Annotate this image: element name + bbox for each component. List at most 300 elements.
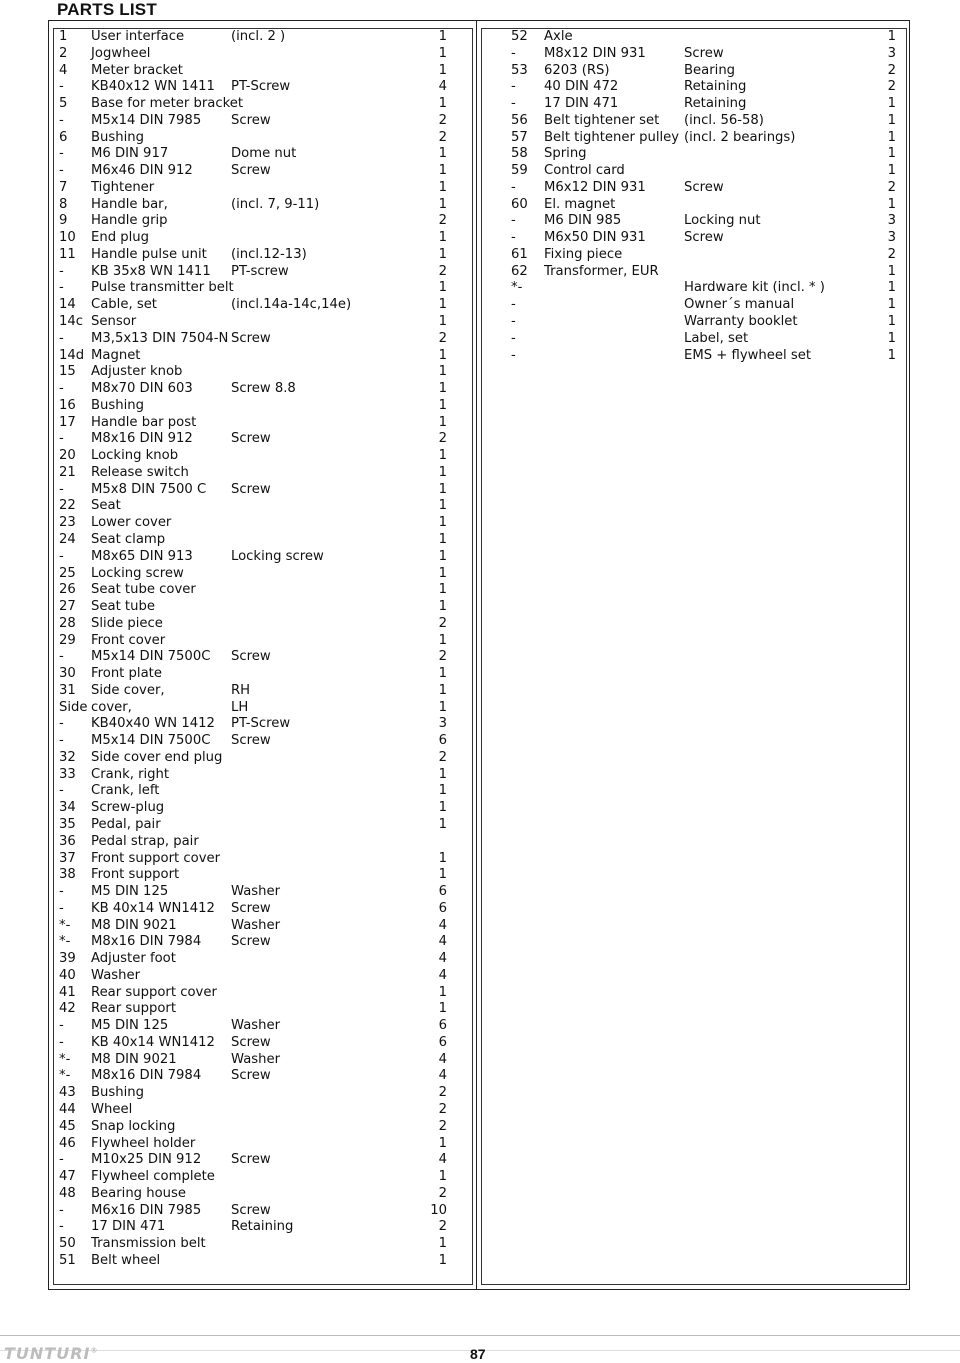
part-quantity: 2 <box>438 213 447 229</box>
part-description: M8x12 DIN 931 <box>544 45 646 61</box>
part-number: 7 <box>59 179 68 195</box>
parts-row <box>54 817 472 834</box>
part-number: 43 <box>59 1085 76 1101</box>
part-description: Belt wheel <box>91 1252 161 1268</box>
part-number: - <box>59 381 64 397</box>
part-number: - <box>59 431 64 447</box>
parts-row <box>482 29 906 46</box>
part-quantity: 4 <box>438 967 447 983</box>
parts-row <box>54 398 472 415</box>
part-quantity: 1 <box>438 1252 447 1268</box>
parts-row <box>482 146 906 163</box>
part-number: - <box>59 548 64 564</box>
parts-row <box>54 1253 472 1270</box>
part-description: Seat <box>91 498 121 514</box>
part-number: *- <box>59 1051 71 1067</box>
part-description: Rear support cover <box>91 984 217 1000</box>
part-number: 52 <box>511 29 528 44</box>
parts-row <box>54 465 472 482</box>
part-quantity: 2 <box>438 263 447 279</box>
part-type: Washer <box>231 1051 281 1067</box>
right-parts-box <box>481 28 907 1285</box>
part-quantity: 4 <box>438 917 447 933</box>
part-type: Warranty booklet <box>684 314 798 330</box>
part-quantity: 1 <box>438 45 447 61</box>
part-quantity: 6 <box>438 1018 447 1034</box>
parts-row <box>54 96 472 113</box>
part-number: 61 <box>511 246 528 262</box>
part-quantity: 1 <box>438 850 447 866</box>
part-quantity: 2 <box>438 1085 447 1101</box>
part-quantity: 1 <box>887 297 896 313</box>
part-description: Control card <box>544 163 625 179</box>
part-description: M5x14 DIN 7500C <box>91 649 211 665</box>
part-type: Screw <box>231 431 271 447</box>
parts-row <box>54 264 472 281</box>
part-quantity: 1 <box>438 699 447 715</box>
part-number: - <box>59 1018 64 1034</box>
part-number: 14 <box>59 297 76 313</box>
part-description: Adjuster foot <box>91 951 176 967</box>
parts-row <box>482 280 906 297</box>
part-number: - <box>59 783 64 799</box>
part-quantity: 2 <box>438 129 447 145</box>
part-quantity: 2 <box>887 62 896 78</box>
part-description: Adjuster knob <box>91 364 183 380</box>
part-type: Locking nut <box>684 213 761 229</box>
parts-row <box>54 280 472 297</box>
parts-row <box>54 666 472 683</box>
part-description: Fixing piece <box>544 246 623 262</box>
part-type: Washer <box>231 917 281 933</box>
part-quantity: 2 <box>438 330 447 346</box>
part-number: 28 <box>59 615 76 631</box>
part-number: - <box>59 716 64 732</box>
part-description: KB 35x8 WN 1411 <box>91 263 211 279</box>
parts-row <box>54 532 472 549</box>
part-description: Pedal strap, pair <box>91 833 199 849</box>
part-type: Washer <box>231 884 281 900</box>
part-type: PT-Screw <box>231 79 291 95</box>
part-quantity: 1 <box>438 783 447 799</box>
part-quantity: 2 <box>887 246 896 262</box>
part-quantity: 1 <box>438 448 447 464</box>
part-quantity: 1 <box>887 280 896 296</box>
part-quantity: 1 <box>887 96 896 112</box>
part-description: End plug <box>91 230 150 246</box>
part-description: Belt tightener pulley <box>544 129 680 145</box>
part-description: 40 DIN 472 <box>544 79 619 95</box>
part-number: - <box>59 163 64 179</box>
part-quantity: 4 <box>438 1051 447 1067</box>
part-number: 23 <box>59 515 76 531</box>
part-description: Transformer, EUR <box>544 263 659 279</box>
part-number: - <box>511 347 516 363</box>
part-type: Retaining <box>684 79 747 95</box>
part-quantity: 1 <box>438 464 447 480</box>
parts-row <box>54 582 472 599</box>
part-number: *- <box>59 1068 71 1084</box>
part-description: User interface <box>91 29 185 44</box>
part-quantity: 1 <box>438 96 447 112</box>
part-description: Seat clamp <box>91 531 166 547</box>
part-quantity: 1 <box>438 548 447 564</box>
parts-row <box>54 146 472 163</box>
parts-row <box>54 1219 472 1236</box>
part-type: Screw <box>231 900 271 916</box>
part-description: M8x16 DIN 7984 <box>91 934 202 950</box>
part-description: M6x16 DIN 7985 <box>91 1202 202 1218</box>
part-quantity: 1 <box>887 330 896 346</box>
part-number: 44 <box>59 1102 76 1117</box>
part-type: Screw <box>231 330 271 346</box>
part-type: Owner´s manual <box>684 297 795 313</box>
part-quantity: 1 <box>438 179 447 195</box>
part-quantity: 2 <box>438 1219 447 1235</box>
part-number: - <box>59 481 64 497</box>
part-description: Spring <box>544 146 587 162</box>
parts-row <box>54 767 472 784</box>
part-description: Wheel <box>91 1102 133 1117</box>
part-number: 20 <box>59 448 76 464</box>
part-type: Screw 8.8 <box>231 381 296 397</box>
part-number: 40 <box>59 967 76 983</box>
part-description: Bushing <box>91 397 145 413</box>
part-number: 6 <box>59 129 68 145</box>
parts-row <box>482 230 906 247</box>
part-quantity: 1 <box>887 146 896 162</box>
parts-row <box>54 901 472 918</box>
part-description: Base for meter bracket <box>91 96 244 112</box>
parts-row <box>54 1102 472 1119</box>
part-quantity: 1 <box>438 381 447 397</box>
part-number: - <box>59 1152 64 1168</box>
part-quantity: 1 <box>438 531 447 547</box>
part-type: Dome nut <box>231 146 297 162</box>
part-type: PT-screw <box>231 263 289 279</box>
part-quantity: 1 <box>438 230 447 246</box>
part-description: Handle grip <box>91 213 168 229</box>
part-number: 50 <box>59 1236 76 1252</box>
part-quantity: 1 <box>887 347 896 363</box>
part-number: - <box>511 230 516 246</box>
parts-row <box>482 331 906 348</box>
part-type: Label, set <box>684 330 749 346</box>
parts-row <box>54 716 472 733</box>
part-number: 26 <box>59 582 76 598</box>
part-quantity: 1 <box>438 565 447 581</box>
part-number: 41 <box>59 984 76 1000</box>
parts-row <box>54 918 472 935</box>
parts-row <box>482 197 906 214</box>
part-number: - <box>511 96 516 112</box>
parts-row <box>54 1052 472 1069</box>
part-description: Washer <box>91 967 141 983</box>
parts-row <box>54 985 472 1002</box>
parts-row <box>54 515 472 532</box>
part-type: RH <box>231 682 251 698</box>
part-number: 42 <box>59 1001 76 1017</box>
part-description: M6x12 DIN 931 <box>544 179 646 195</box>
part-description: 17 DIN 471 <box>91 1219 166 1235</box>
part-quantity: 1 <box>887 129 896 145</box>
part-description: Transmission belt <box>91 1236 206 1252</box>
parts-row <box>482 46 906 63</box>
part-quantity: 4 <box>438 1152 447 1168</box>
parts-row <box>54 297 472 314</box>
part-quantity: 1 <box>438 62 447 78</box>
part-quantity: 1 <box>438 800 447 816</box>
parts-row <box>54 1186 472 1203</box>
part-description: Axle <box>544 29 573 44</box>
part-description: Pulse transmitter belt <box>91 280 234 296</box>
brand-logo <box>4 1344 98 1363</box>
part-number: - <box>59 1034 64 1050</box>
part-number: 48 <box>59 1185 76 1201</box>
part-type: Screw <box>231 163 271 179</box>
part-number: 15 <box>59 364 76 380</box>
part-quantity: 1 <box>438 632 447 648</box>
part-quantity: 1 <box>438 481 447 497</box>
part-description: Rear support <box>91 1001 177 1017</box>
part-number: 39 <box>59 951 76 967</box>
part-number: *- <box>59 917 71 933</box>
part-quantity: 1 <box>438 666 447 682</box>
part-description: Screw-plug <box>91 800 165 816</box>
part-quantity: 2 <box>438 749 447 765</box>
parts-row <box>482 314 906 331</box>
part-description: Seat tube <box>91 599 155 615</box>
part-description: cover, <box>91 699 132 715</box>
part-description: KB40x40 WN 1412 <box>91 716 215 732</box>
part-quantity: 1 <box>438 364 447 380</box>
part-description: M6 DIN 917 <box>91 146 169 162</box>
part-description: 17 DIN 471 <box>544 96 619 112</box>
part-number: 9 <box>59 213 68 229</box>
part-description: Jogwheel <box>91 45 151 61</box>
parts-row <box>54 364 472 381</box>
part-number: - <box>511 179 516 195</box>
part-number: 51 <box>59 1252 76 1268</box>
parts-row <box>482 113 906 130</box>
part-quantity: 6 <box>438 1034 447 1050</box>
part-quantity: 3 <box>887 45 896 61</box>
part-number: 2 <box>59 45 68 61</box>
part-quantity: 10 <box>430 1202 447 1218</box>
part-number: 14d <box>59 347 85 363</box>
parts-row <box>482 247 906 264</box>
part-description: M8x70 DIN 603 <box>91 381 193 397</box>
parts-row <box>54 314 472 331</box>
part-quantity: 1 <box>438 297 447 313</box>
part-description: Flywheel holder <box>91 1135 196 1151</box>
part-quantity: 1 <box>438 867 447 883</box>
parts-row <box>54 1018 472 1035</box>
parts-row <box>54 163 472 180</box>
part-quantity: 1 <box>438 599 447 615</box>
part-description: Crank, right <box>91 766 170 782</box>
parts-row <box>54 1169 472 1186</box>
part-quantity: 6 <box>438 900 447 916</box>
parts-row <box>54 1068 472 1085</box>
part-description: Side cover end plug <box>91 749 223 765</box>
part-type: Screw <box>684 179 724 195</box>
part-quantity: 2 <box>438 649 447 665</box>
parts-row <box>482 297 906 314</box>
part-type: Retaining <box>684 96 747 112</box>
parts-row <box>54 130 472 147</box>
part-description: Magnet <box>91 347 141 363</box>
column-divider <box>476 20 477 1290</box>
part-description: M8 DIN 9021 <box>91 1051 177 1067</box>
parts-row <box>54 683 472 700</box>
parts-row <box>54 113 472 130</box>
part-quantity: 1 <box>438 397 447 413</box>
part-quantity: 2 <box>438 431 447 447</box>
part-number: - <box>511 330 516 346</box>
part-description: Belt tightener set <box>544 112 660 128</box>
part-number: 29 <box>59 632 76 648</box>
parts-row <box>54 1001 472 1018</box>
left-parts-box <box>53 28 473 1285</box>
part-quantity: 1 <box>438 1236 447 1252</box>
part-description: Slide piece <box>91 615 163 631</box>
part-type: Bearing <box>684 62 736 78</box>
part-number: 53 <box>511 62 528 78</box>
part-number: 34 <box>59 800 76 816</box>
part-description: Handle bar post <box>91 414 197 430</box>
part-quantity: 1 <box>887 163 896 179</box>
part-description: M5x14 DIN 7985 <box>91 112 202 128</box>
part-description: M3,5x13 DIN 7504-N <box>91 330 229 346</box>
part-number: - <box>511 213 516 229</box>
part-description: Meter bracket <box>91 62 183 78</box>
part-number: - <box>59 884 64 900</box>
part-type: (incl. 56-58) <box>684 112 764 128</box>
part-quantity: 1 <box>438 280 447 296</box>
part-description: Pedal, pair <box>91 816 161 832</box>
right-parts-list <box>482 29 906 364</box>
part-number: - <box>511 297 516 313</box>
part-number: 57 <box>511 129 528 145</box>
part-description: Flywheel complete <box>91 1169 215 1185</box>
part-quantity: 1 <box>438 347 447 363</box>
part-description: KB 40x14 WN1412 <box>91 900 215 916</box>
parts-row <box>54 1203 472 1220</box>
part-description: Lower cover <box>91 515 172 531</box>
parts-row <box>54 331 472 348</box>
part-type: Screw <box>231 1034 271 1050</box>
part-type: Screw <box>231 112 271 128</box>
part-description: Snap locking <box>91 1118 176 1134</box>
part-quantity: 6 <box>438 884 447 900</box>
part-description: Handle pulse unit <box>91 246 207 262</box>
part-description: M8x16 DIN 912 <box>91 431 193 447</box>
parts-row <box>54 46 472 63</box>
part-number: 22 <box>59 498 76 514</box>
parts-row <box>54 549 472 566</box>
part-type: Screw <box>684 230 724 246</box>
parts-row <box>54 733 472 750</box>
part-quantity: 1 <box>438 1135 447 1151</box>
part-description: Crank, left <box>91 783 160 799</box>
part-number: 11 <box>59 246 76 262</box>
part-description: Locking knob <box>91 448 179 464</box>
parts-row <box>482 264 906 281</box>
part-description: M5 DIN 125 <box>91 1018 169 1034</box>
part-number: 56 <box>511 112 528 128</box>
part-type: (incl.12-13) <box>231 246 307 262</box>
part-quantity: 1 <box>887 263 896 279</box>
part-number: 30 <box>59 666 76 682</box>
part-type: PT-Screw <box>231 716 291 732</box>
parts-row <box>482 63 906 80</box>
part-quantity: 1 <box>438 766 447 782</box>
part-number: - <box>511 79 516 95</box>
brand-name: TUNTURI <box>4 1344 91 1363</box>
part-number: - <box>59 263 64 279</box>
parts-row <box>54 700 472 717</box>
part-description: M8 DIN 9021 <box>91 917 177 933</box>
part-description: Sensor <box>91 314 137 330</box>
part-number: 38 <box>59 867 76 883</box>
parts-row <box>54 649 472 666</box>
part-type: Hardware kit (incl. * ) <box>684 280 825 296</box>
parts-row <box>54 951 472 968</box>
part-quantity: 2 <box>438 1102 447 1117</box>
parts-row <box>54 1085 472 1102</box>
part-number: 1 <box>59 29 68 44</box>
part-description: Tightener <box>91 179 155 195</box>
part-description: Locking screw <box>91 565 184 581</box>
parts-row <box>54 1152 472 1169</box>
part-number: 35 <box>59 816 76 832</box>
parts-row <box>482 130 906 147</box>
parts-row <box>482 348 906 365</box>
part-description: Release switch <box>91 464 189 480</box>
part-number: 47 <box>59 1169 76 1185</box>
part-quantity: 1 <box>438 816 447 832</box>
part-quantity: 1 <box>887 112 896 128</box>
part-type: Screw <box>231 481 271 497</box>
part-quantity: 1 <box>438 29 447 44</box>
part-description: KB 40x14 WN1412 <box>91 1034 215 1050</box>
part-description: M5x14 DIN 7500C <box>91 733 211 749</box>
part-number: 36 <box>59 833 76 849</box>
parts-row <box>482 79 906 96</box>
part-type: Screw <box>231 649 271 665</box>
part-description: Cable, set <box>91 297 157 313</box>
part-description: M5x8 DIN 7500 C <box>91 481 207 497</box>
part-quantity: 4 <box>438 934 447 950</box>
parts-row <box>54 348 472 365</box>
part-type: (incl.14a-14c,14e) <box>231 297 352 313</box>
parts-row <box>54 1236 472 1253</box>
part-type: Screw <box>231 733 271 749</box>
part-quantity: 4 <box>438 79 447 95</box>
part-quantity: 2 <box>887 179 896 195</box>
part-number: Side <box>59 699 88 715</box>
part-description: Seat tube cover <box>91 582 196 598</box>
part-description: Bearing house <box>91 1185 187 1201</box>
part-type: Screw <box>231 1152 271 1168</box>
part-type: Screw <box>231 934 271 950</box>
parts-row <box>54 783 472 800</box>
part-description: Front support cover <box>91 850 221 866</box>
parts-row <box>54 213 472 230</box>
parts-row <box>54 448 472 465</box>
part-description: Front support <box>91 867 180 883</box>
